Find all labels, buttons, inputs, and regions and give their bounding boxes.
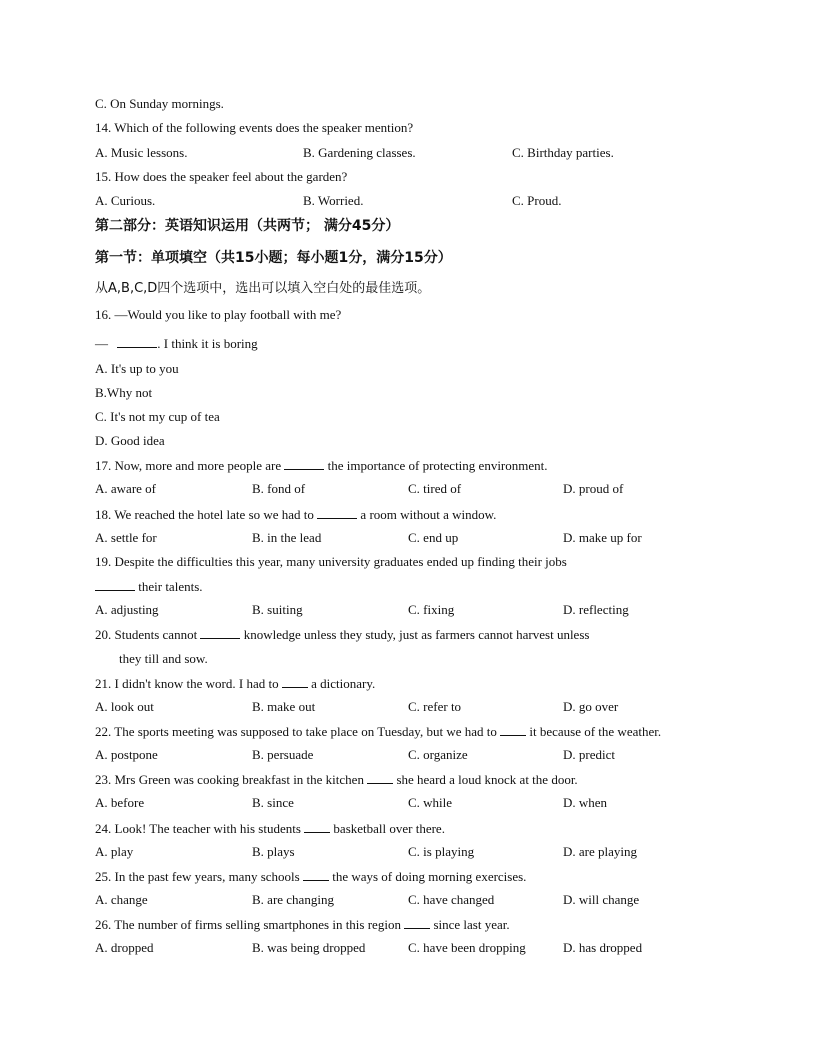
q15-option-a: A. Curious. <box>95 193 156 208</box>
q21-stem <box>95 675 375 692</box>
q16-reply <box>95 335 258 352</box>
q19-stem-line2-text: their talents. <box>138 579 203 594</box>
answer-blank <box>200 626 240 639</box>
q14-option-b: B. Gardening classes. <box>303 145 416 160</box>
q22-option-b: B. persuade <box>252 747 314 762</box>
q21-option-c: C. refer to <box>408 699 462 714</box>
q24-option-d: D. are playing <box>563 844 638 859</box>
q23-option-a: A. before <box>95 795 145 810</box>
answer-blank <box>284 457 324 470</box>
q24-option-b: B. plays <box>252 844 295 859</box>
q22-stem-before: 22. The sports meeting was supposed to take place on Tuesday, but we had to <box>95 724 497 739</box>
answer-blank <box>95 578 135 591</box>
q24-stem-before: 24. Look! The teacher with his students <box>95 821 301 836</box>
q22-option-c: C. organize <box>408 747 468 762</box>
q23-option-c: C. while <box>408 795 453 810</box>
q18-option-b: B. in the lead <box>252 530 322 545</box>
q25-option-c: C. have changed <box>408 892 495 907</box>
q20-stem <box>95 626 589 643</box>
q17-option-a: A. aware of <box>95 481 156 496</box>
q17-option-c: C. tired of <box>408 481 462 496</box>
q26-stem-after: since last year. <box>433 917 510 932</box>
q16-option-a: A. It's up to you <box>95 361 179 376</box>
q13-option-c: C. On Sunday mornings. <box>95 96 224 111</box>
q25-option-b: B. are changing <box>252 892 334 907</box>
q21-option-a: A. look out <box>95 699 154 714</box>
q18-stem-after: a room without a window. <box>360 507 497 522</box>
q25-stem-after: the ways of doing morning exercises. <box>332 869 527 884</box>
q19-stem: 19. Despite the difficulties this year, many university graduates ended up finding their jobs <box>95 554 567 569</box>
q25-option-a: A. change <box>95 892 148 907</box>
q14-stem: 14. Which of the following events does the speaker mention? <box>95 120 414 135</box>
q16-option-d: D. Good idea <box>95 433 165 448</box>
q26-option-d: D. has dropped <box>563 940 643 955</box>
q17-option-d: D. proud of <box>563 481 624 496</box>
q16-reply-text: . I think it is boring <box>157 336 258 351</box>
q20-stem-line2: they till and sow. <box>119 651 208 666</box>
q19-option-c: C. fixing <box>408 602 455 617</box>
section1-instruction: 从A,B,C,D四个选项中，选出可以填入空白处的最佳选项。 <box>95 281 431 296</box>
q26-option-b: B. was being dropped <box>252 940 366 955</box>
q21-stem-before: 21. I didn't know the word. I had to <box>95 676 279 691</box>
q16-option-c: C. It's not my cup of tea <box>95 409 220 424</box>
q22-stem <box>95 723 661 740</box>
part2-heading: 第二部分：英语知识运用（共两节； 满分45分） <box>95 218 400 234</box>
q19-stem-line2 <box>95 578 203 595</box>
q18-option-a: A. settle for <box>95 530 157 545</box>
q15-option-b: B. Worried. <box>303 193 364 208</box>
q21-stem-after: a dictionary. <box>311 676 376 691</box>
q17-stem-after: the importance of protecting environment. <box>327 458 548 473</box>
q22-option-a: A. postpone <box>95 747 158 762</box>
answer-blank <box>117 335 157 348</box>
q24-stem <box>95 820 445 837</box>
q18-option-c: C. end up <box>408 530 459 545</box>
q24-option-a: A. play <box>95 844 134 859</box>
section1-heading: 第一节：单项填空（共15小题；每小题1分，满分15分） <box>95 250 452 266</box>
q21-option-b: B. make out <box>252 699 316 714</box>
answer-blank <box>304 820 330 833</box>
q17-option-b: B. fond of <box>252 481 306 496</box>
q16-option-b: B.Why not <box>95 385 153 400</box>
q24-stem-after: basketball over there. <box>333 821 445 836</box>
q26-stem-before: 26. The number of firms selling smartphones in this region <box>95 917 401 932</box>
q26-option-c: C. have been dropping <box>408 940 526 955</box>
q19-option-b: B. suiting <box>252 602 303 617</box>
q23-option-b: B. since <box>252 795 294 810</box>
q16-reply-dash: — <box>95 336 108 351</box>
q23-stem <box>95 771 578 788</box>
q15-option-c: C. Proud. <box>512 193 562 208</box>
q15-stem: 15. How does the speaker feel about the garden? <box>95 169 348 184</box>
q18-option-d: D. make up for <box>563 530 642 545</box>
q23-option-d: D. when <box>563 795 608 810</box>
q22-option-d: D. predict <box>563 747 615 762</box>
q21-option-d: D. go over <box>563 699 619 714</box>
q18-stem <box>95 506 496 523</box>
answer-blank <box>303 868 329 881</box>
answer-blank <box>367 771 393 784</box>
q19-option-d: D. reflecting <box>563 602 629 617</box>
q25-stem-before: 25. In the past few years, many schools <box>95 869 300 884</box>
q25-stem <box>95 868 526 885</box>
q24-option-c: C. is playing <box>408 844 475 859</box>
q26-stem <box>95 916 510 933</box>
q18-stem-before: 18. We reached the hotel late so we had to <box>95 507 314 522</box>
q25-option-d: D. will change <box>563 892 640 907</box>
q23-stem-before: 23. Mrs Green was cooking breakfast in the kitchen <box>95 772 364 787</box>
answer-blank <box>404 916 430 929</box>
q17-stem <box>95 457 548 474</box>
q20-stem-before: 20. Students cannot <box>95 627 198 642</box>
answer-blank <box>500 723 526 736</box>
q20-stem-after: knowledge unless they study, just as farmers cannot harvest unless <box>243 627 590 642</box>
q16-stem: 16. —Would you like to play football with me? <box>95 307 342 322</box>
q23-stem-after: she heard a loud knock at the door. <box>396 772 578 787</box>
q14-option-c: C. Birthday parties. <box>512 145 614 160</box>
q26-option-a: A. dropped <box>95 940 154 955</box>
q17-stem-before: 17. Now, more and more people are <box>95 458 282 473</box>
q22-stem-after: it because of the weather. <box>529 724 662 739</box>
answer-blank <box>317 506 357 519</box>
q19-option-a: A. adjusting <box>95 602 159 617</box>
answer-blank <box>282 675 308 688</box>
q14-option-a: A. Music lessons. <box>95 145 188 160</box>
